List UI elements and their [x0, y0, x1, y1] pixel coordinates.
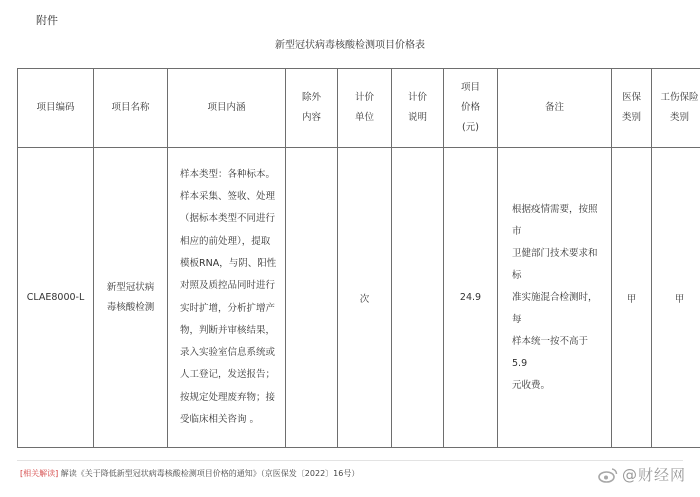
- related-reading-link[interactable]: 解读《关于降低新型冠状病毒核酸检测项目价格的通知》（京医保发〔2022〕16号）: [60, 469, 360, 478]
- text-line: 样本采集、签收、处理: [180, 191, 276, 203]
- header-content: 项目内涵: [168, 69, 286, 148]
- weibo-icon: [598, 467, 618, 483]
- header-injury: [652, 69, 700, 148]
- table-header-row: [18, 69, 700, 148]
- text-line: 计价: [354, 92, 374, 103]
- text-line: 医保: [621, 92, 641, 103]
- header-code: 项目编码: [18, 69, 94, 148]
- cell-explain: [392, 148, 444, 448]
- text-line: 类别: [621, 112, 641, 123]
- watermark-text: @财经网: [621, 466, 686, 484]
- cell-content: [168, 148, 286, 448]
- text-line: 项目名称: [111, 102, 150, 113]
- watermark: [598, 464, 686, 485]
- header-explain: [392, 69, 444, 148]
- attachment-label: 附件: [36, 14, 58, 27]
- footer-divider: [17, 460, 683, 461]
- text-line: 新型冠状病: [106, 281, 155, 293]
- text-line: 工伤保险: [660, 92, 699, 103]
- text-line: 项目: [460, 82, 480, 93]
- text-line: 样本类型：各种标本。: [180, 168, 276, 180]
- text-line: 样本统一按不高于5.9: [512, 335, 589, 369]
- cell-code: CLAE8000-L: [18, 148, 94, 448]
- header-name: [94, 69, 168, 148]
- cell-unit: 次: [338, 148, 392, 448]
- text-line: 按规定处理废弃物；接: [180, 391, 276, 403]
- text-line: 类别: [669, 112, 689, 123]
- text-line: 价格: [460, 102, 480, 113]
- text-line: 录入实验室信息系统或: [180, 347, 276, 359]
- header-note: 备注: [498, 69, 612, 148]
- cell-insurance: 甲: [612, 148, 652, 448]
- header-unit: [338, 69, 392, 148]
- related-reading-tag[interactable]: [相关解读]: [20, 469, 59, 478]
- text-line: 受临床相关咨询 。: [180, 413, 260, 425]
- text-line: 内容: [301, 112, 321, 123]
- header-excluded: [286, 69, 338, 148]
- cell-excluded: [286, 148, 338, 448]
- cell-name: [94, 148, 168, 448]
- text-line: 说明: [407, 112, 427, 123]
- text-line: 准实施混合检测时，每: [512, 291, 598, 325]
- text-line: 相应的前处理），提取: [180, 235, 271, 247]
- text-line: 物，判断并审核结果，: [180, 324, 276, 336]
- text-line: （据标本类型不同进行: [180, 213, 276, 225]
- table-row: [18, 148, 700, 448]
- text-line: 实时扩增，分析扩增产: [180, 302, 276, 314]
- text-line: 卫健部门技术要求和标: [512, 247, 598, 281]
- text-line: 模板RNA，与阴、阳性: [180, 257, 277, 269]
- header-price: [444, 69, 498, 148]
- text-line: 毒核酸检测: [106, 301, 155, 313]
- header-insurance: [612, 69, 652, 148]
- text-line: 计价: [407, 92, 427, 103]
- cell-note: [498, 148, 612, 448]
- cell-injury: 甲: [652, 148, 700, 448]
- text-line: 对照及质控品同时进行: [180, 280, 276, 292]
- cell-price: 24.9: [444, 148, 498, 448]
- text-line: 根据疫情需要，按照市: [512, 203, 598, 237]
- text-line: (元): [462, 122, 479, 133]
- document-title: 新型冠状病毒核酸检测项目价格表: [275, 40, 425, 51]
- text-line: 人工登记，发送报告；: [180, 369, 276, 381]
- related-reading[interactable]: [20, 468, 359, 479]
- text-line: 除外: [301, 92, 321, 103]
- text-line: 元收费。: [512, 379, 551, 391]
- price-table: [17, 68, 700, 448]
- text-line: 单位: [354, 112, 374, 123]
